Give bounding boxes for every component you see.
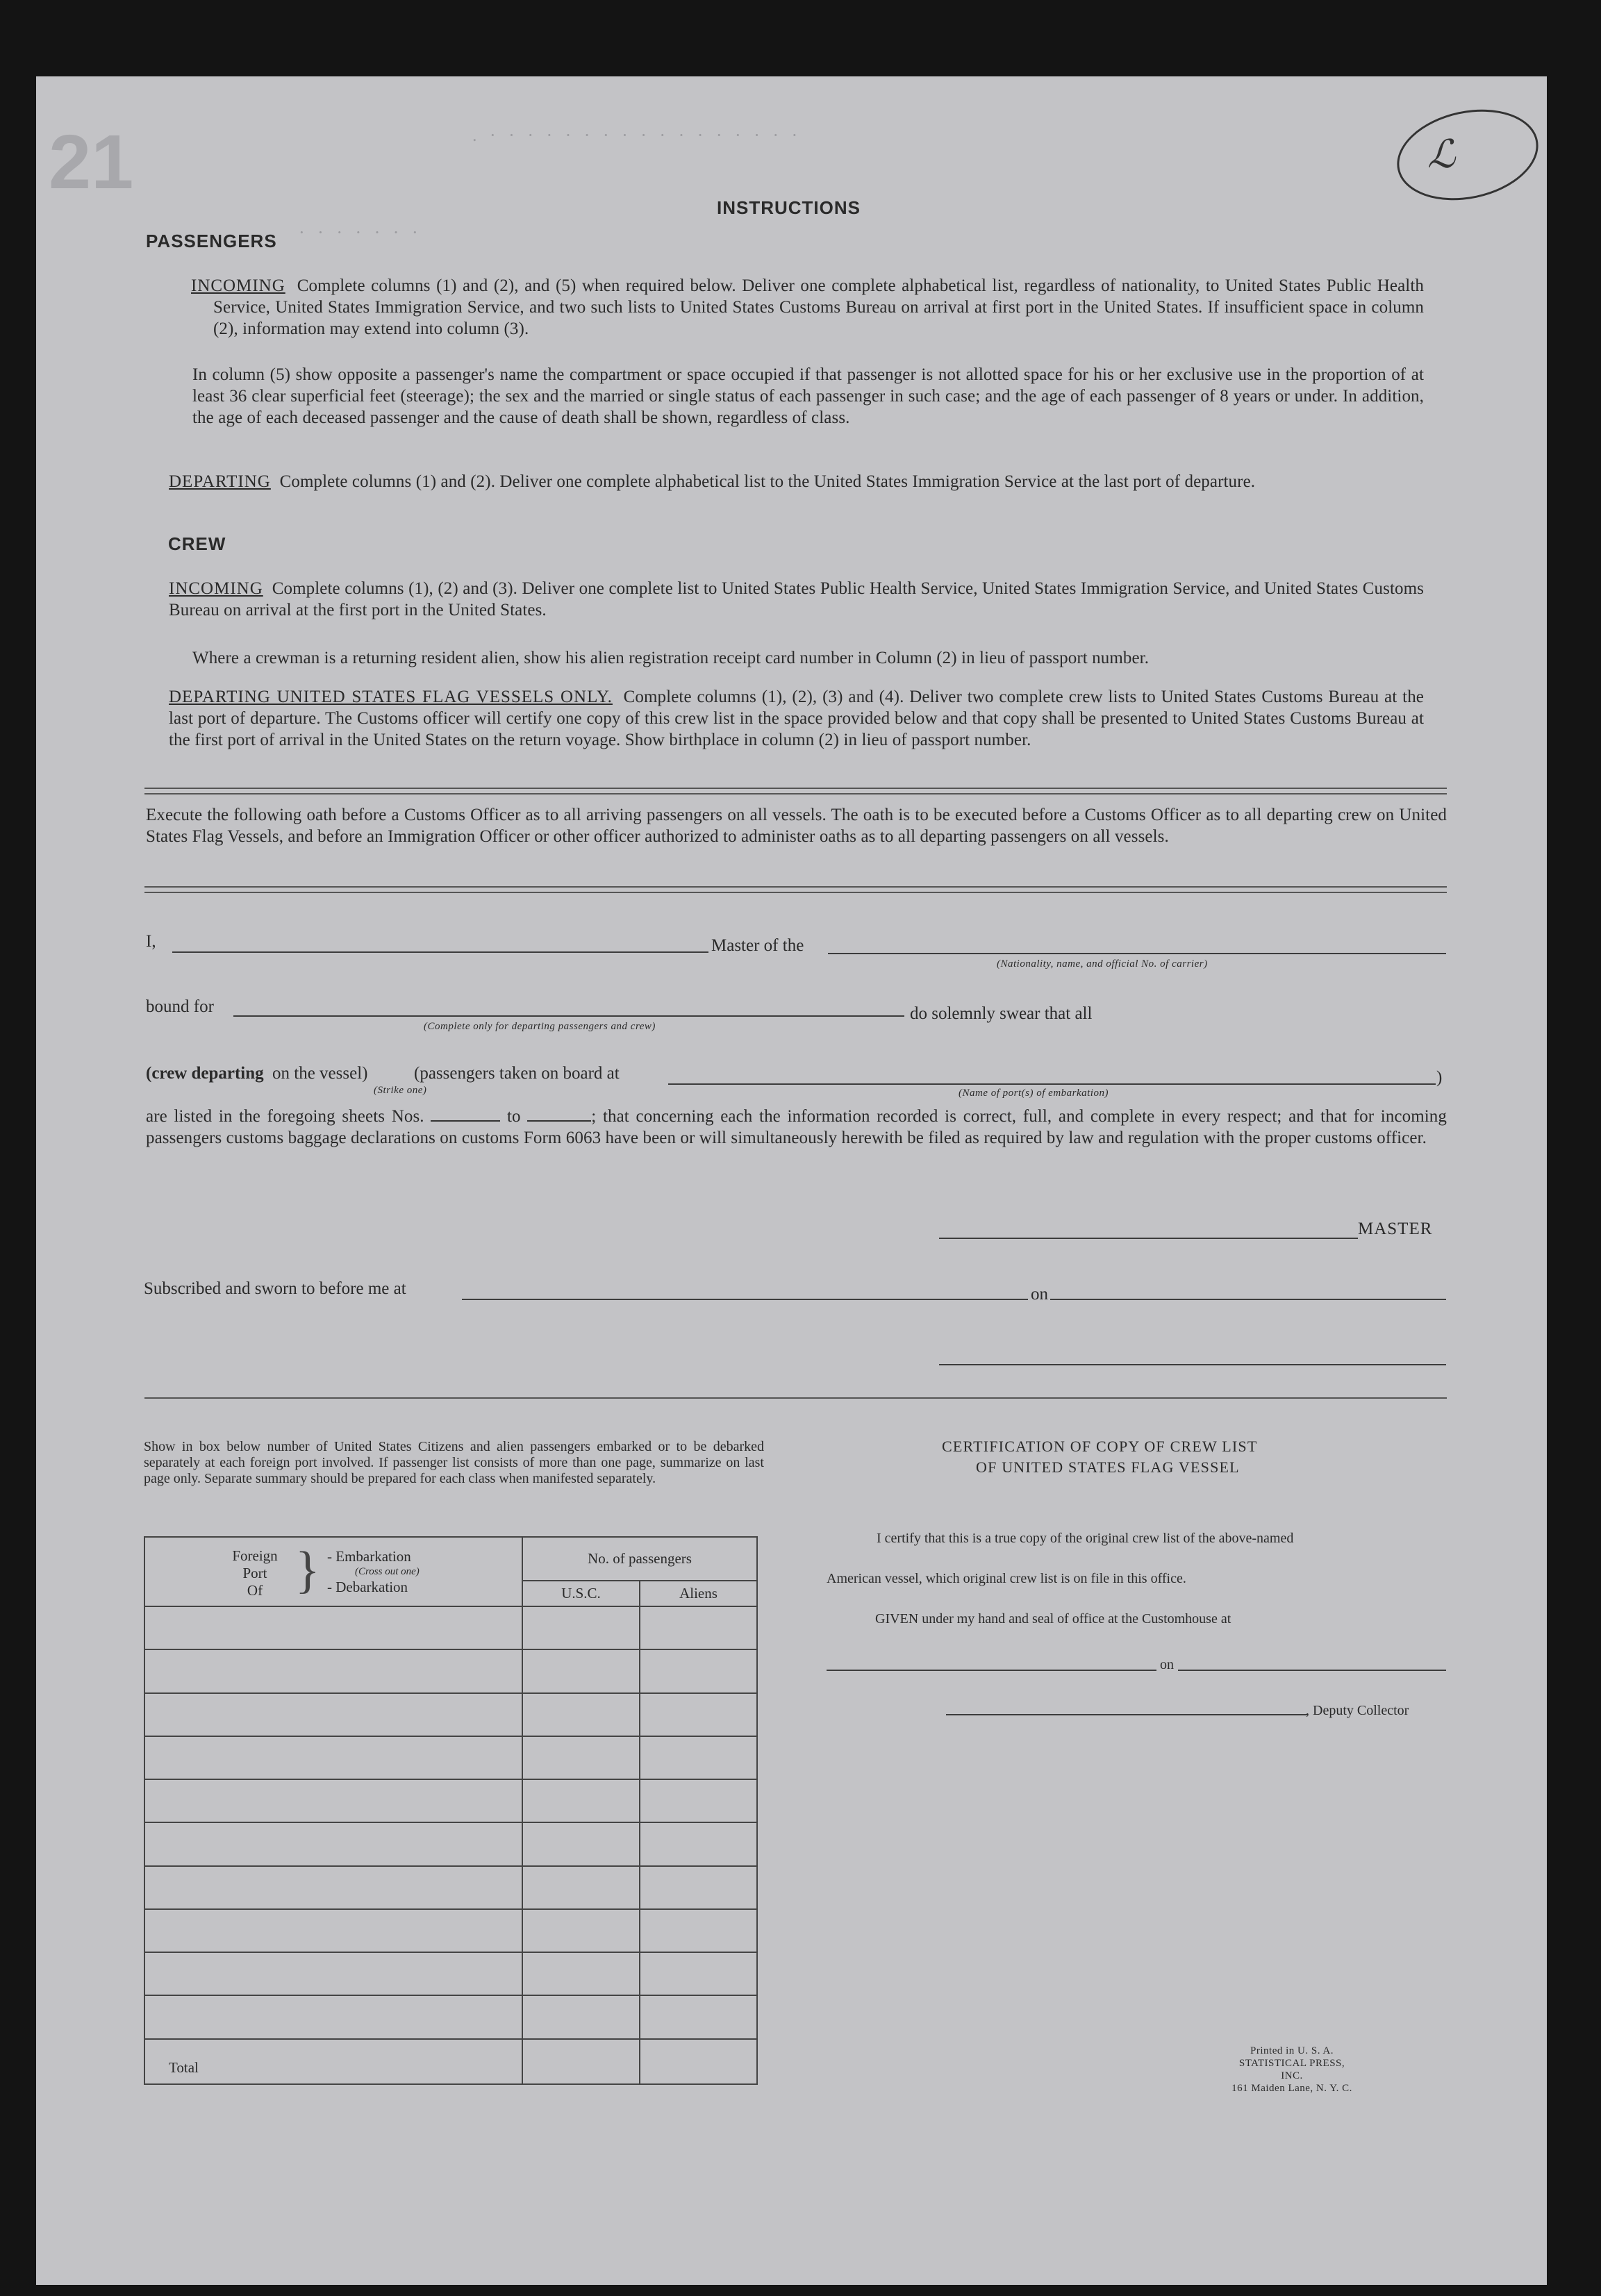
usc-cell[interactable] — [522, 1995, 640, 2038]
printer-line-3: 161 Maiden Lane, N. Y. C. — [1231, 2083, 1352, 2094]
cert-date-field[interactable] — [1178, 1670, 1446, 1671]
usc-cell[interactable] — [522, 1693, 640, 1736]
port-cell[interactable] — [144, 1606, 522, 1649]
deputy-signature-field[interactable] — [946, 1714, 1307, 1715]
summary-note: Show in box below number of United States Citizens and alien passengers embarked or to be debarked separately at each foreign port involved. If passenger list consists of more than one page, summarize on last page only. Separate summary should be prepared for each class when manifested separately. — [144, 1439, 764, 1486]
column5-paragraph: In column (5) show opposite a passenger's name the compartment or space occupied if that passenger is not allotted space for his or her exclusive use in the proportion of at least 36 clear superficial feet (steerage); the sex and the married or single status of each passenger in such case; and the age of each passenger of 8 years or under. In addition, the age of each deceased passenger and the cause of death shall be shown, regardless of class. — [192, 365, 1424, 427]
aliens-cell[interactable] — [640, 1995, 757, 2038]
crew-heading: CREW — [168, 533, 226, 554]
aliens-cell[interactable] — [640, 1606, 757, 1649]
embarkation-label: - Embarkation — [327, 1548, 411, 1565]
port-cell[interactable] — [144, 1909, 522, 1952]
col-foreign: Foreign — [232, 1547, 278, 1564]
certify-line-2: American vessel, which original crew list is on file in this office. — [827, 1571, 1186, 1586]
port-cell[interactable] — [144, 1649, 522, 1692]
table-row — [144, 1822, 757, 1865]
master-of-label: Master of the — [711, 936, 804, 955]
certify-line-1: I certify that this is a true copy of the original crew list of the above-named — [877, 1531, 1294, 1546]
aliens-cell[interactable] — [640, 1779, 757, 1822]
section-divider — [144, 886, 1447, 893]
swear-label: do solemnly swear that all — [910, 1004, 1093, 1023]
printer-line-1: Printed in U. S. A. — [1250, 2045, 1334, 2056]
departing-label: DEPARTING — [169, 472, 271, 491]
port-header-cell — [144, 1537, 522, 1606]
sheet-from-field[interactable] — [431, 1110, 500, 1122]
strike-hint: (Strike one) — [374, 1085, 427, 1096]
crew-departing-label: (crew departing — [146, 1064, 264, 1083]
printer-line-2: STATISTICAL PRESS, INC. — [1238, 2058, 1345, 2081]
carrier-hint: (Nationality, name, and official No. of carrier) — [997, 958, 1208, 970]
table-row — [144, 1952, 757, 1995]
instructions-title: INSTRUCTIONS — [717, 197, 861, 218]
total-row — [144, 2039, 757, 2084]
debarkation-label: - Debarkation — [327, 1579, 408, 1595]
sworn-place-field[interactable] — [462, 1299, 1028, 1300]
carrier-field[interactable] — [828, 953, 1446, 954]
flag-vessels-paragraph — [169, 686, 1424, 751]
crewman-paragraph: Where a crewman is a returning resident alien, show his alien registration receipt card number in Column (2) in lieu of passport number. — [192, 649, 1150, 667]
table-row — [144, 1606, 757, 1649]
section-divider — [144, 788, 1447, 795]
oath-intro: Execute the following oath before a Customs Officer as to all arriving passengers on all vessels. The oath is to be executed before a Customs Officer as to all departing crew on United States Flag Vessels, and before an Immigration Officer or other officer authorized to administer oaths as to all departing passengers on all vessels. — [146, 806, 1447, 846]
usc-cell[interactable] — [522, 1779, 640, 1822]
cross-out-hint: (Cross out one) — [355, 1566, 420, 1577]
table-row — [144, 1649, 757, 1692]
port-cell[interactable] — [144, 1779, 522, 1822]
usc-cell[interactable] — [522, 1736, 640, 1779]
flag-label: DEPARTING UNITED STATES FLAG VESSELS ONLY. — [169, 688, 613, 706]
crew-incoming-text: Complete columns (1), (2) and (3). Deliver one complete list to United States Public Health Service, United States Immigration Service, and United States Customs Bureau on arrival at the first port in the United States. — [169, 579, 1424, 619]
i-label: I, — [146, 932, 156, 951]
passengers-taken-label: (passengers taken on board at — [414, 1064, 620, 1083]
aliens-header: Aliens — [640, 1581, 757, 1606]
embarkation-ports-field[interactable] — [668, 1083, 1436, 1085]
table-row — [144, 1995, 757, 2038]
sworn-date-field[interactable] — [1050, 1299, 1446, 1300]
departing-passengers-paragraph — [169, 471, 1424, 492]
section-divider — [144, 1397, 1447, 1399]
total-usc-cell[interactable] — [522, 2039, 640, 2084]
port-cell[interactable] — [144, 1995, 522, 2038]
no-passengers-header: No. of passengers — [522, 1537, 757, 1581]
sworn-on-label: on — [1031, 1285, 1048, 1304]
table-row — [144, 1866, 757, 1909]
bleed-through-text: · · · · · · · — [299, 222, 422, 242]
ports-hint: (Name of port(s) of embarkation) — [959, 1088, 1109, 1099]
usc-cell[interactable] — [522, 1952, 640, 1995]
stamp-initials-mark: ℒ — [1427, 133, 1456, 176]
usc-cell[interactable] — [522, 1822, 640, 1865]
bound-for-field[interactable] — [233, 1015, 904, 1017]
aliens-cell[interactable] — [640, 1736, 757, 1779]
deputy-collector-label: , Deputy Collector — [1306, 1703, 1409, 1718]
bound-hint: (Complete only for departing passengers and crew) — [424, 1021, 656, 1032]
aliens-cell[interactable] — [640, 1822, 757, 1865]
port-cell[interactable] — [144, 1736, 522, 1779]
usc-cell[interactable] — [522, 1649, 640, 1692]
master-label: MASTER — [1358, 1220, 1433, 1238]
table-row — [144, 1693, 757, 1736]
aliens-cell[interactable] — [640, 1909, 757, 1952]
port-cell[interactable] — [144, 1866, 522, 1909]
incoming-crew-paragraph — [169, 578, 1424, 621]
table-row — [144, 1909, 757, 1952]
customhouse-field[interactable] — [827, 1670, 1156, 1671]
departing-text: Complete columns (1) and (2). Deliver one complete alphabetical list to the United States Immigration Service at the last port of departure. — [279, 472, 1256, 491]
officer-signature-field[interactable] — [939, 1364, 1446, 1365]
incoming-text: Complete columns (1) and (2), and (5) when required below. Deliver one complete alphabetical list, regardless of nationality, to United States Public Health Service, United States Immigration Service, and two such lists to United States Customs Bureau on arrival at first port in the United States. If insufficient space in column (2), information may extend into column (3). — [213, 276, 1425, 338]
col-port: Port — [242, 1565, 267, 1581]
master-name-field[interactable] — [172, 951, 708, 953]
port-cell[interactable] — [144, 1693, 522, 1736]
printer-imprint — [1229, 2045, 1354, 2095]
close-paren: ) — [1436, 1068, 1443, 1087]
certification-title-1: CERTIFICATION OF COPY OF CREW LIST — [942, 1438, 1258, 1455]
table-row — [144, 1779, 757, 1822]
incoming-label: INCOMING — [191, 276, 285, 295]
brace-mark: } — [295, 1542, 320, 1599]
passenger-summary-table — [144, 1536, 758, 2085]
cert-on-label: on — [1160, 1657, 1174, 1672]
on-vessel-label: on the vessel) — [272, 1064, 368, 1083]
usc-cell[interactable] — [522, 1909, 640, 1952]
usc-header: U.S.C. — [522, 1581, 640, 1606]
sheet-to-field[interactable] — [527, 1110, 591, 1122]
usc-cell[interactable] — [522, 1606, 640, 1649]
total-aliens-cell[interactable] — [640, 2039, 757, 2084]
total-label: Total — [144, 2039, 522, 2084]
aliens-cell[interactable] — [640, 1866, 757, 1909]
port-cell[interactable] — [144, 1952, 522, 1995]
subscribed-label: Subscribed and sworn to before me at — [144, 1279, 406, 1298]
master-signature-field[interactable] — [939, 1238, 1358, 1239]
aliens-cell[interactable] — [640, 1693, 757, 1736]
flag-text: Complete columns (1), (2), (3) and (4). Deliver two complete crew lists to United States Customs Bureau at the last port of departure. The Customs officer will certify one copy of this crew list in the space provided below and that copy shall be presented to United States Customs Bureau at the first port of arrival in the United States on the return voyage. Show birthplace in column (2) in lieu of passport number. — [169, 688, 1424, 749]
crew-incoming-label: INCOMING — [169, 579, 263, 598]
incoming-passengers-paragraph — [191, 275, 1424, 340]
listed-text-a: are listed in the foregoing sheets Nos. — [146, 1107, 424, 1126]
bleed-through-number: 21 — [49, 119, 134, 205]
given-line: GIVEN under my hand and seal of office at the Customhouse at — [875, 1611, 1231, 1627]
listed-text-b: ; that concerning each the information recorded is correct, full, and complete in every respect; and that for incoming passengers customs baggage declarations on customs Form 6063 have been or will simultaneously herewith be filed as required by law and regulation with the proper customs officer. — [146, 1107, 1447, 1147]
certification-title-2: OF UNITED STATES FLAG VESSEL — [976, 1458, 1240, 1476]
aliens-cell[interactable] — [640, 1952, 757, 1995]
bleed-through-text: . · · · · · · · · · · · · · · · · · — [472, 125, 802, 145]
aliens-cell[interactable] — [640, 1649, 757, 1692]
listed-sheets-paragraph — [146, 1106, 1447, 1149]
port-cell[interactable] — [144, 1822, 522, 1865]
table-row — [144, 1736, 757, 1779]
listed-to: to — [506, 1107, 521, 1126]
passengers-heading: PASSENGERS — [146, 231, 277, 251]
bound-for-label: bound for — [146, 997, 214, 1016]
col-of: Of — [247, 1582, 263, 1599]
usc-cell[interactable] — [522, 1866, 640, 1909]
